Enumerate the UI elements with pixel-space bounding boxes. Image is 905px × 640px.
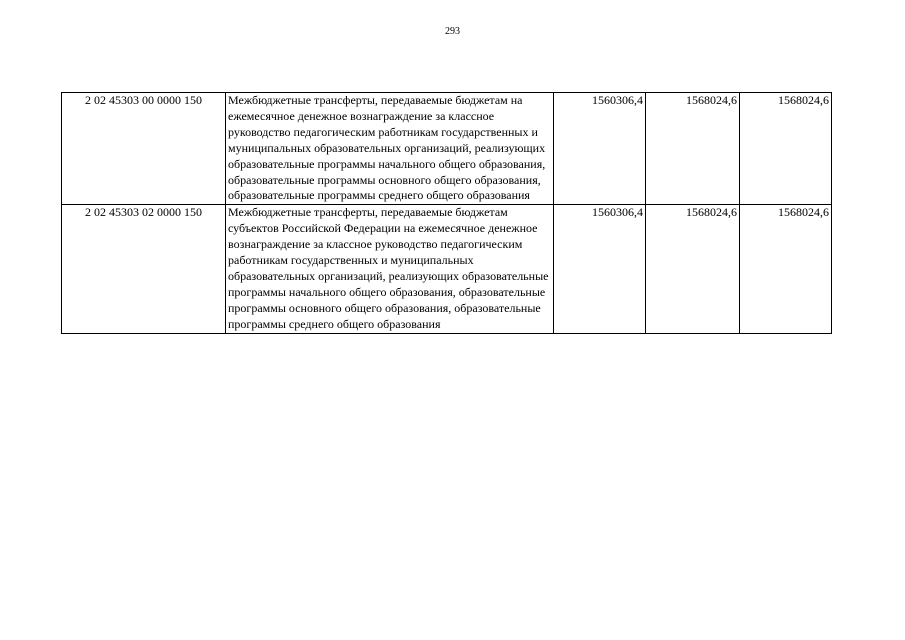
value-cell-2: 1568024,6 <box>646 205 740 333</box>
value-cell-2: 1568024,6 <box>646 93 740 205</box>
value-cell-1: 1560306,4 <box>554 93 646 205</box>
value-cell-3: 1568024,6 <box>740 205 832 333</box>
budget-table <box>61 92 832 334</box>
table-row <box>62 93 832 205</box>
description-cell: Межбюджетные трансферты, передаваемые бюджетам субъектов Российской Федерации на ежемесячное денежное вознаграждение за классное руководство педагогическим работникам государственных и муниципальных образовательных организаций, реализующих образовательные программы начального общего образования, образовательные программы основного общего образования, образовательные программы среднего общего образования <box>226 205 554 333</box>
budget-code-cell: 2 02 45303 02 0000 150 <box>62 205 226 333</box>
budget-code-cell: 2 02 45303 00 0000 150 <box>62 93 226 205</box>
value-cell-3: 1568024,6 <box>740 93 832 205</box>
description-cell: Межбюджетные трансферты, передаваемые бюджетам на ежемесячное денежное вознаграждение за классное руководство педагогическим работникам государственных и муниципальных образовательных организаций, реализующих образовательные программы начального общего образования, образовательные программы основного общего образования, образовательные программы среднего общего образования <box>226 93 554 205</box>
page-number: 293 <box>445 26 460 37</box>
table-row <box>62 205 832 333</box>
value-cell-1: 1560306,4 <box>554 205 646 333</box>
